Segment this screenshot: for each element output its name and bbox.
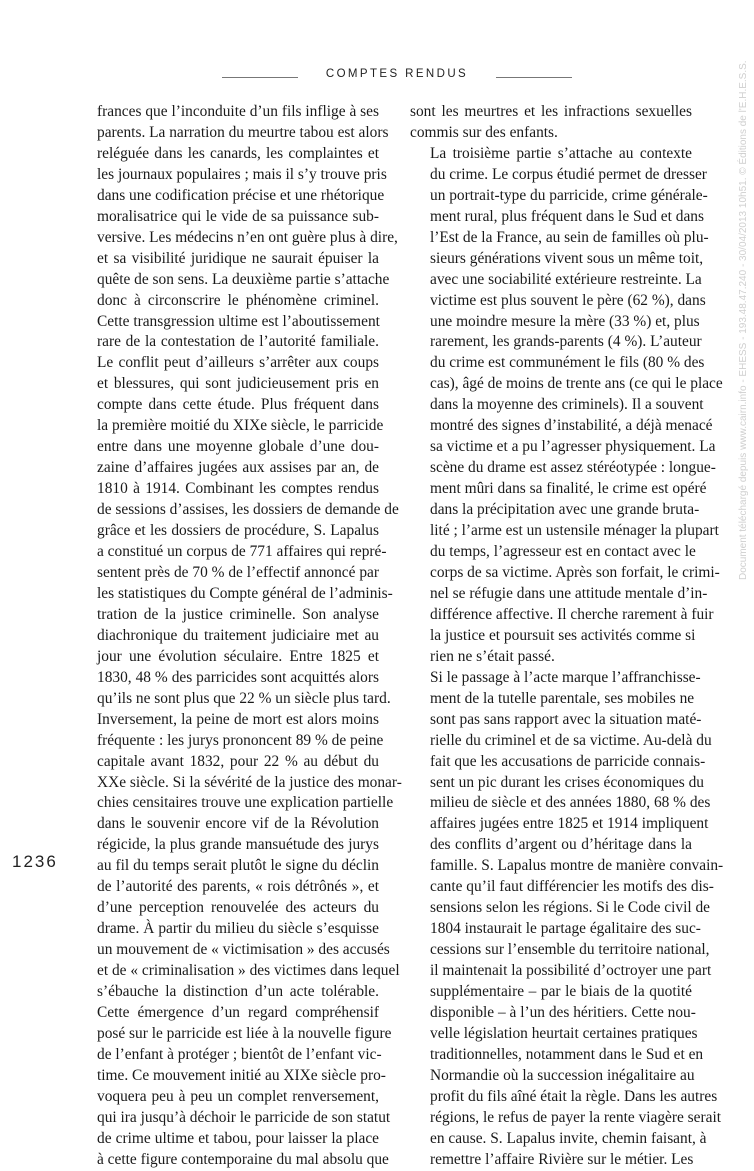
text-line: lité ; l’arme est un ustensile ménager la plupart	[430, 522, 719, 540]
text-line: un portrait-type du parricide, crime générale-	[430, 186, 708, 204]
text-line: velle législation heurtait certaines pratiques	[430, 1024, 698, 1042]
text-line: supplémentaire – par le biais de la quotité	[430, 983, 692, 1001]
text-line: et blessures, qui sont judicieusement pris en	[97, 375, 379, 393]
text-line: de crime ultime et tabou, pour laisser la place	[97, 1129, 379, 1147]
text-line: corps de sa victime. Après son forfait, le crimi-	[430, 563, 720, 581]
text-line: sa victime et a pu l’agresser physiquement. La	[430, 438, 716, 456]
text-line: et sa visibilité juridique ne saurait épuiser la	[97, 249, 379, 267]
text-line: du crime est communément le fils (80 % des	[430, 354, 705, 372]
text-line: dans une codification précise et une rhétorique	[97, 186, 385, 204]
text-line: Le conflit peut d’ailleurs s’arrêter aux coups	[97, 354, 379, 372]
text-line: reléguée dans les canards, les complaintes et	[97, 144, 379, 162]
text-line: fait que les accusations de parricide connais-	[430, 752, 706, 770]
text-line: sentent près de 70 % de l’effectif annoncé par	[97, 563, 379, 581]
text-line: une moindre mesure la mère (33 %) et, plus	[430, 312, 700, 330]
running-header	[0, 68, 754, 88]
text-line: et de « criminalisation » des victimes dans lequel	[97, 962, 400, 980]
text-line: posé sur le parricide est liée à la nouvelle figure	[97, 1024, 392, 1042]
right-text-column	[410, 102, 724, 1171]
text-line: scène du drame est assez stéréotypée : longue-	[430, 459, 716, 477]
text-line: sensions selon les régions. Si le Code civil de	[430, 899, 710, 917]
text-line: qu’ils ne sont plus que 22 % un siècle plus tard.	[97, 689, 391, 707]
text-line: dans le souvenir encore vif de la Révolution	[97, 815, 379, 833]
text-line: la première moitié du XIXe siècle, le parricide	[97, 417, 384, 435]
text-line: régicide, la plus grande mansuétude des jurys	[97, 836, 379, 854]
text-line: La troisième partie s’attache au contexte	[430, 144, 692, 162]
text-line: l’Est de la France, au sein de familles où plu-	[430, 228, 709, 246]
text-line: entre dans une moyenne globale d’une dou-	[97, 438, 379, 456]
text-line: montré des signes d’instabilité, a déjà menacé	[430, 417, 713, 435]
download-watermark: Document téléchargé depuis www.cairn.info - EHESS - 193.48.47.240 - 30/04/2013 10h51. © Éditions de l'E.H.E.S.S.	[738, 60, 749, 580]
text-line: Si le passage à l’acte marque l’affranchisse-	[430, 668, 701, 686]
text-line: versive. Les médecins n’en ont guère plus à dire,	[97, 228, 398, 246]
text-line: cas), âgé de moins de trente ans (ce qui le place	[430, 375, 723, 393]
text-line: en cause. S. Lapalus invite, chemin faisant, à	[430, 1129, 707, 1147]
text-line: cessions sur l’ensemble du territoire national,	[430, 941, 710, 959]
text-line: jour une évolution séculaire. Entre 1825 et	[97, 647, 379, 665]
text-line: frances que l’inconduite d’un fils inflige à ses	[97, 103, 379, 120]
text-line: Inversement, la peine de mort est alors moins	[97, 710, 379, 728]
text-line: régions, le refus de payer la rente viagère serait	[430, 1108, 721, 1126]
text-line: différence affective. Il cherche rarement à fuir	[430, 605, 714, 623]
text-line: voquera peu à peu un complet renversement,	[97, 1087, 379, 1105]
paragraph	[410, 668, 724, 1171]
left-text-column	[97, 102, 402, 1171]
text-line: dans la précipitation avec une grande bruta-	[430, 501, 700, 519]
text-line: disponible – à l’un des héritiers. Cette nou-	[430, 1003, 696, 1021]
text-line: 1830, 48 % des parricides sont acquittés alors	[97, 668, 379, 686]
text-line: donc à circonscrire le phénomène criminel.	[97, 291, 379, 309]
text-line: ment de la tutelle parentale, ses mobiles ne	[430, 689, 695, 707]
paragraph	[97, 102, 402, 1171]
text-line: il maintenait la possibilité d’octroyer une part	[430, 962, 712, 980]
text-line: à cette figure contemporaine du mal absolu que	[97, 1150, 389, 1168]
text-line: du crime. Le corpus étudié permet de dresser	[430, 165, 707, 183]
text-line: d’une perception renouvelée des acteurs du	[97, 899, 379, 917]
text-line: s’ébauche la distinction d’un acte tolérable.	[97, 983, 379, 1001]
text-line: a constitué un corpus de 771 affaires qui repré-	[97, 543, 387, 561]
text-line: rarement, les grands-parents (4 %). L’auteur	[430, 333, 702, 351]
text-line: Normandie où la succession inégalitaire au	[430, 1066, 695, 1084]
text-line: 1804 instaurait le partage égalitaire des suc-	[430, 920, 701, 938]
text-line: XXe siècle. Si la sévérité de la justice des monar-	[97, 773, 402, 791]
text-line: au fil du temps serait plutôt le signe du déclin	[97, 857, 379, 875]
text-line: zaine d’affaires jugées aux assises par an, de	[97, 459, 379, 477]
text-line: sent un pic durant les crises économiques du	[430, 773, 704, 791]
text-line: les journaux populaires ; mais il s’y trouve pris	[97, 165, 387, 183]
text-line: fréquente : les jurys prononcent 89 % de peine	[97, 731, 384, 749]
text-line: dans la moyenne des criminels). Il a souvent	[430, 396, 704, 414]
text-line: capitale avant 1832, pour 22 % au début du	[97, 752, 379, 770]
text-line: de sessions d’assises, les dossiers de demande de	[97, 501, 399, 519]
text-line: sieurs générations vivent sous un même toit,	[430, 249, 704, 267]
text-line: ment rural, plus fréquent dans le Sud et dans	[430, 207, 704, 225]
paragraph	[410, 144, 723, 668]
text-line: traditionnelles, notamment dans le Sud et en	[430, 1045, 704, 1063]
text-line: un mouvement de « victimisation » des accusés	[97, 941, 390, 959]
header-rule-left	[222, 77, 298, 78]
text-line: 1810 à 1914. Combinant les comptes rendus	[97, 480, 379, 498]
text-line: cante qu’il faut différencier les motifs des dis-	[430, 878, 714, 896]
text-line: ment mûri dans sa finalité, le crime est opéré	[430, 480, 707, 498]
text-line: profit du fils aîné était la règle. Dans les autres	[430, 1087, 718, 1105]
text-line: moralisatrice qui le vide de sa puissance sub-	[97, 207, 379, 225]
text-line: rien ne s’était passé.	[430, 647, 555, 665]
text-line: de l’enfant à protéger ; bientôt de l’enfant vic-	[97, 1045, 382, 1063]
page-number: 1236	[12, 852, 58, 871]
text-line: nel se réfugie dans une attitude mentale d’in-	[430, 584, 708, 602]
text-line: parents. La narration du meurtre tabou est alors	[97, 123, 389, 141]
text-line: les statistiques du Compte général de l’adminis-	[97, 584, 393, 602]
text-line: grâce et les dossiers de procédure, S. Lapalus	[97, 522, 379, 540]
text-line: drame. À partir du milieu du siècle s’esquisse	[97, 920, 379, 938]
text-line: rielle du criminel et de sa victime. Au-delà du	[430, 731, 712, 749]
text-line: de l’autorité des parents, « rois détrônés », et	[97, 878, 379, 896]
running-header-title: COMPTES RENDUS	[325, 68, 469, 80]
text-line: Cette émergence d’un regard compréhensif	[97, 1003, 379, 1021]
text-line: diachronique du traitement judiciaire met au	[97, 626, 379, 644]
text-line: time. Ce mouvement initié au XIXe siècle pro-	[97, 1066, 386, 1084]
text-line: compte dans cette étude. Plus fréquent dans	[97, 396, 379, 414]
text-line: la justice et poursuit ses activités comme si	[430, 626, 696, 644]
text-line: milieu de siècle et des années 1880, 68 % des	[430, 794, 711, 812]
text-line: qui ira jusqu’à déchoir le parricide de son statut	[97, 1108, 391, 1126]
text-line: sont les meurtres et les infractions sexuelles	[410, 103, 692, 120]
text-line: victime est plus souvent le père (62 %), dans	[430, 291, 706, 309]
header-rule-right	[496, 77, 572, 78]
text-line: rare de la contestation de l’autorité familiale.	[97, 333, 379, 351]
text-line: avec une sociabilité extérieure restreinte. La	[430, 270, 702, 288]
text-line: affaires jugées entre 1825 et 1914 impliquent	[430, 815, 709, 833]
text-line: sont pas sans rapport avec la situation maté-	[430, 710, 702, 728]
text-line: quête de son sens. La deuxième partie s’attache	[97, 270, 390, 288]
text-line: chies censitaires trouve une explication partielle	[97, 794, 394, 812]
text-line: des conflits d’argent ou d’héritage dans la	[430, 836, 692, 854]
text-line: famille. S. Lapalus montre de manière convain-	[430, 857, 724, 875]
text-line: commis sur des enfants.	[410, 123, 558, 141]
paragraph	[410, 102, 692, 144]
text-line: tration de la justice criminelle. Son analyse	[97, 605, 379, 623]
text-line: Cette transgression ultime est l’aboutissement	[97, 312, 380, 330]
text-line: du temps, l’agresseur est en contact avec le	[430, 543, 696, 561]
text-line: remettre l’affaire Rivière sur le métier. Les	[430, 1150, 694, 1168]
